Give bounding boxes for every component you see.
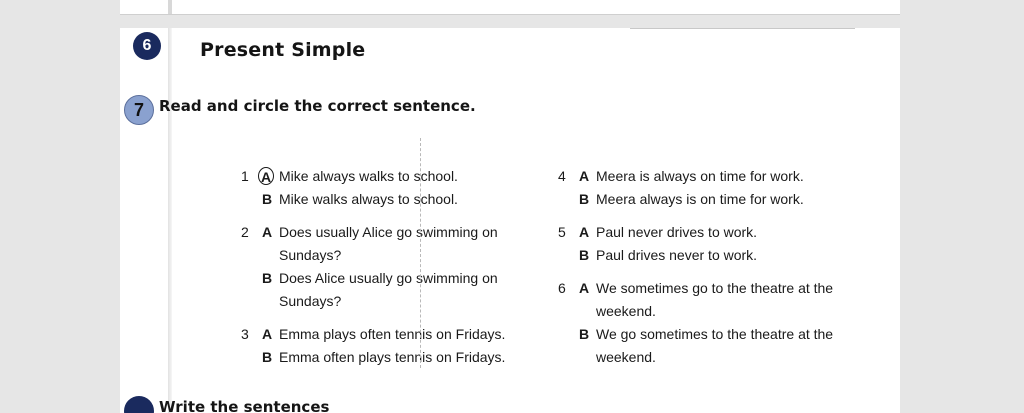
exercise-instruction: Read and circle the correct sentence. <box>159 97 476 115</box>
unit-title: Present Simple <box>200 39 366 61</box>
option-a-letter[interactable]: A <box>578 224 590 240</box>
option-b-letter[interactable]: B <box>261 191 273 207</box>
option-b-text-line-2: Sundays? <box>279 293 342 309</box>
exercise-item-3 <box>241 323 521 371</box>
option-a-text[interactable]: Mike always walks to school. <box>279 168 458 184</box>
exercise-item-5 <box>558 221 848 269</box>
option-a-text-line-2: Sundays? <box>279 247 342 263</box>
exercise-number-badge: 7 <box>124 95 154 125</box>
option-a-text-line-1: Does usually Alice go swimming on <box>279 224 498 240</box>
option-b-text-line-1: We go sometimes to the theatre at the <box>596 326 834 342</box>
option-b-text[interactable] <box>596 323 846 369</box>
option-a-text[interactable] <box>279 221 509 267</box>
option-b-text[interactable]: Emma often plays tennis on Fridays. <box>279 349 506 365</box>
item-number: 4 <box>558 168 566 184</box>
option-a-letter[interactable]: A <box>578 280 590 296</box>
item-number: 6 <box>558 280 566 296</box>
item-number: 1 <box>241 168 249 184</box>
option-b-letter[interactable]: B <box>578 326 590 342</box>
exercise-item-2 <box>241 221 521 313</box>
top-rule <box>630 28 855 29</box>
unit-number-badge: 6 <box>133 32 161 60</box>
item-number: 2 <box>241 224 249 240</box>
previous-page <box>120 0 900 15</box>
page-gutter <box>168 0 172 14</box>
option-b-letter[interactable]: B <box>578 247 590 263</box>
exercise-item-6 <box>558 277 848 369</box>
option-a-text-line-1: We sometimes go to the theatre at the <box>596 280 834 296</box>
option-a-letter-circled[interactable]: A <box>258 167 274 185</box>
option-a-letter[interactable]: A <box>261 224 273 240</box>
column-divider <box>420 138 421 368</box>
item-number: 3 <box>241 326 249 342</box>
option-a-text-line-2: weekend. <box>596 303 656 319</box>
option-b-text-line-2: weekend. <box>596 349 656 365</box>
option-b-letter[interactable]: B <box>261 270 273 286</box>
option-a-text[interactable]: Meera is always on time for work. <box>596 168 804 184</box>
option-a-letter[interactable]: A <box>578 168 590 184</box>
option-a-text[interactable]: Emma plays often tennis on Fridays. <box>279 326 506 342</box>
item-number: 5 <box>558 224 566 240</box>
option-b-letter[interactable]: B <box>261 349 273 365</box>
option-a-text[interactable] <box>596 277 846 323</box>
option-b-letter[interactable]: B <box>578 191 590 207</box>
next-exercise-title: Write the sentences <box>159 398 330 413</box>
exercise-item-1 <box>241 165 521 213</box>
option-b-text[interactable]: Paul drives never to work. <box>596 247 758 263</box>
option-b-text[interactable]: Meera always is on time for work. <box>596 191 804 207</box>
page-spine <box>168 28 172 413</box>
option-b-text-line-1: Does Alice usually go swimming on <box>279 270 498 286</box>
option-b-text[interactable] <box>279 267 509 313</box>
option-b-text[interactable]: Mike walks always to school. <box>279 191 458 207</box>
exercise-item-4 <box>558 165 848 213</box>
option-a-text[interactable]: Paul never drives to work. <box>596 224 758 240</box>
option-a-letter[interactable]: A <box>261 326 273 342</box>
